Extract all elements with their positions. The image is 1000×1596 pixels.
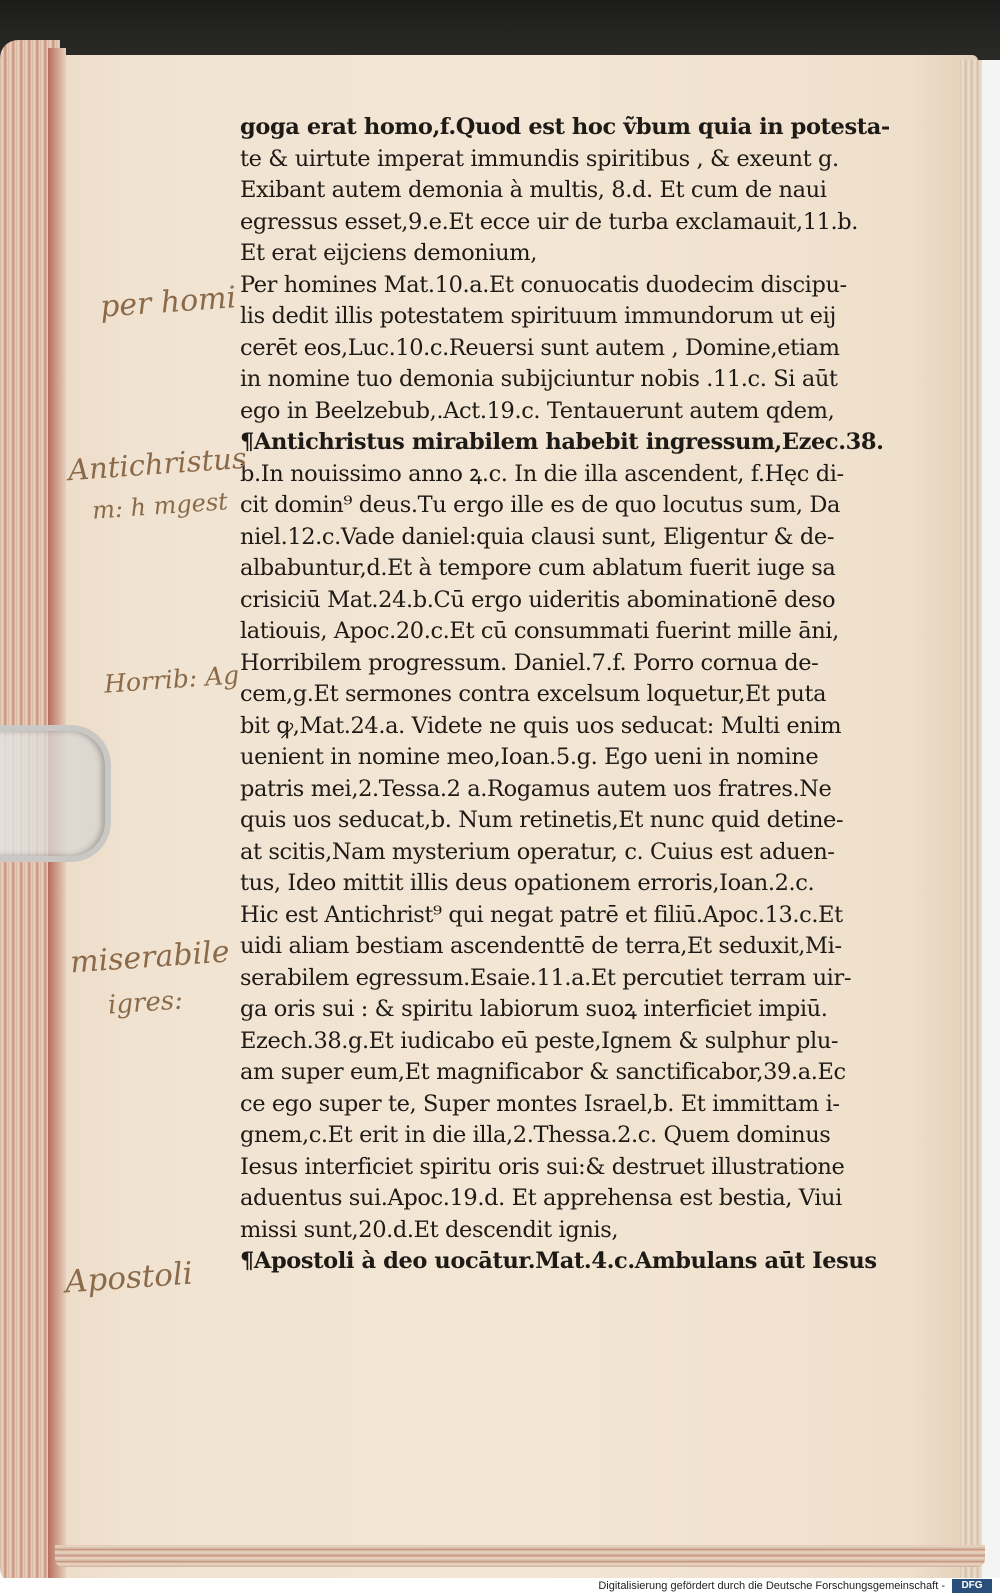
text-line: Exibant autem demonia à multis, 8.d. Et cum de naui	[240, 177, 827, 203]
text-line: in nomine tuo demonia subijciuntur nobis .11.c. Si aūt	[240, 366, 838, 392]
margin-note-miserabilem: miserabile	[68, 934, 231, 981]
text-line: ego in Beelzebub,.Act.19.c. Tentauerunt autem qdem,	[240, 397, 835, 424]
text-line: quis uos seducat,b. Num retinetis,Et nunc quid detine-	[240, 807, 844, 833]
scanner-background	[0, 0, 1000, 60]
text-line: goga erat homo,f.Quod est hoc ṽbum quia in potesta-	[240, 114, 890, 140]
book-edge-bottom	[55, 1545, 985, 1567]
text-line: tus, Ideo mittit illis deus opationem erroris,Ioan.2.c.	[240, 870, 815, 896]
text-line: am super eum,Et magnificabor & sanctificabor,39.a.Ec	[240, 1059, 846, 1085]
text-line: Ezech.38.g.Et iudicabo eū peste,Ignem & sulphur plu-	[240, 1027, 839, 1054]
printed-text-block	[240, 112, 955, 1278]
text-line: ce ego super te, Super montes Israel,b. Et immittam i-	[240, 1090, 840, 1117]
text-line: Et erat eijciens demonium,	[240, 240, 537, 266]
margin-note-miserabilem-sub: igres:	[107, 985, 184, 1021]
text-line: missi sunt,20.d.Et descendit ignis,	[240, 1216, 619, 1243]
text-line: cem,g.Et sermones contra excelsum loquetur,Et puta	[240, 681, 827, 707]
text-line: uidi aliam bestiam ascendenttē de terra,Et seduxit,Mi-	[240, 933, 842, 959]
text-line: cit domin⁹ deus.Tu ergo ille es de quo locutus sum, Da	[240, 492, 840, 518]
text-line: ga oris sui : & spiritu labiorum suoꝝ interficiet impiū.	[240, 996, 828, 1022]
text-line: Hic est Antichrist⁹ qui negat patrē et filiū.Apoc.13.c.Et	[240, 901, 843, 928]
margin-note-per-homines: per homi	[98, 280, 238, 325]
text-line: crisiciū Mat.24.b.Cū ergo uideritis abominationē deso	[240, 586, 836, 613]
footer-credit-text: Digitalisierung gefördert durch die Deutsche Forschungsgemeinschaft -	[598, 1580, 945, 1592]
text-line: niel.12.c.Vade daniel:quia clausi sunt, Eligentur & de-	[240, 523, 835, 550]
text-line: ¶Apostoli à deo uocātur.Mat.4.c.Ambulans aūt Iesus	[240, 1248, 877, 1274]
text-line: egressus esset,9.e.Et ecce uir de turba exclamauit,11.b.	[240, 208, 859, 235]
text-line: aduentus sui.Apoc.19.d. Et apprehensa est bestia, Viui	[240, 1185, 842, 1211]
page-clamp	[0, 725, 111, 862]
text-line: Per homines Mat.10.a.Et conuocatis duodecim discipu-	[240, 271, 847, 298]
text-line: albabuntur,d.Et à tempore cum ablatum fuerit iuge sa	[240, 555, 836, 581]
text-line: uenient in nomine meo,Ioan.5.g. Ego ueni in nomine	[240, 744, 819, 770]
text-line: cerēt eos,Luc.10.c.Reuersi sunt autem , Domine,etiam	[240, 334, 840, 361]
text-line: serabilem egressum.Esaie.11.a.Et percutiet terram uir-	[240, 964, 852, 991]
text-line: Horribilem progressum. Daniel.7.f. Porro cornua de-	[240, 649, 819, 676]
margin-note-horribilem: Horrib: Ag	[103, 660, 241, 699]
margin-note-apostoli: Apostoli	[63, 1255, 194, 1301]
text-line: te & uirtute imperat immundis spiritibus , & exeunt g.	[240, 145, 839, 172]
text-line: ¶Antichristus mirabilem habebit ingressum,Ezec.38.	[240, 429, 884, 455]
text-line: bit ꝙ,Mat.24.a. Videte ne quis uos seducat: Multi enim	[240, 712, 842, 739]
text-line: at scitis,Nam mysterium operatur, c. Cuius est aduen-	[240, 838, 835, 865]
margin-note-antichristus-sub: m: h mgest	[91, 487, 229, 525]
text-line: lis dedit illis potestatem spirituum immundorum ut eij	[240, 303, 836, 329]
text-line: b.In nouissimo anno ꝝ.c. In die illa ascendent, f.Hęc di-	[240, 460, 844, 487]
text-line: gnem,c.Et erit in die illa,2.Thessa.2.c. Quem dominus	[240, 1122, 831, 1148]
dfg-logo: DFG	[952, 1579, 992, 1593]
text-line: Iesus interficiet spiritu oris sui:& destruet illustratione	[240, 1153, 845, 1180]
text-line: latiouis, Apoc.20.c.Et cū consummati fuerint mille āni,	[240, 618, 839, 644]
margin-note-antichristus: Antichristus	[67, 440, 248, 488]
text-line: patris mei,2.Tessa.2 a.Rogamus autem uos fratres.Ne	[240, 775, 832, 802]
book-edge-right	[960, 60, 982, 1580]
